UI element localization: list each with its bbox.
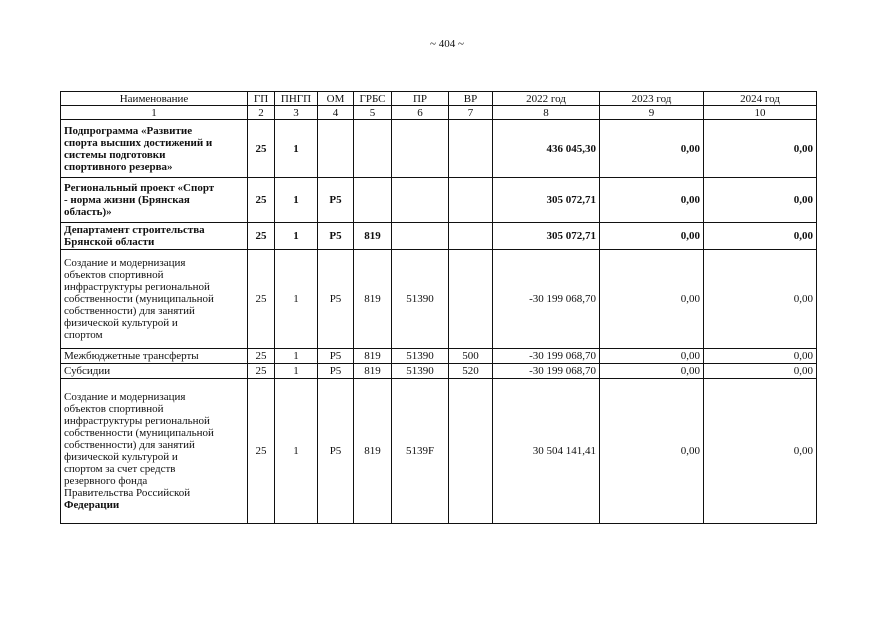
cell-gp: 25: [248, 349, 275, 364]
cell-pngp: 1: [275, 349, 318, 364]
table-row: [61, 120, 817, 178]
cell-om: Р5: [318, 178, 354, 223]
row-name: Департамент строительства Брянской области: [61, 223, 248, 250]
header-2023: 2023 год: [600, 92, 704, 106]
header-2024: 2024 год: [704, 92, 817, 106]
table-row: [61, 349, 817, 364]
header-vr: ВР: [449, 92, 493, 106]
cell-grbs: 819: [354, 379, 392, 524]
cell-om: Р5: [318, 379, 354, 524]
cell-pngp: 1: [275, 223, 318, 250]
header-row: [61, 92, 817, 106]
header-gp: ГП: [248, 92, 275, 106]
cell-pr: [392, 120, 449, 178]
cell-2023: 0,00: [600, 178, 704, 223]
header-om: ОМ: [318, 92, 354, 106]
cell-grbs: [354, 178, 392, 223]
cell-2022: 305 072,71: [493, 178, 600, 223]
row-name: Региональный проект «Спорт - норма жизни (Брянская область)»: [61, 178, 248, 223]
col-number: 5: [354, 106, 392, 120]
cell-2022: -30 199 068,70: [493, 364, 600, 379]
cell-vr: [449, 379, 493, 524]
cell-2024: 0,00: [704, 349, 817, 364]
row-name: Создание и модернизация объектов спортивной инфраструктуры региональной собственности (муниципальной собственности) для занятий физической культурой и спортом за счет средств резервного фонда Правительства Российской Федерации: [61, 379, 248, 524]
cell-2023: 0,00: [600, 349, 704, 364]
header-pr: ПР: [392, 92, 449, 106]
cell-pr: 5139F: [392, 379, 449, 524]
cell-pr: [392, 223, 449, 250]
cell-2022: -30 199 068,70: [493, 250, 600, 349]
cell-grbs: 819: [354, 349, 392, 364]
cell-grbs: [354, 120, 392, 178]
cell-grbs: 819: [354, 223, 392, 250]
header-pngp: ПНГП: [275, 92, 318, 106]
row-name: Межбюджетные трансферты: [61, 349, 248, 364]
cell-om: Р5: [318, 349, 354, 364]
cell-gp: 25: [248, 120, 275, 178]
col-number: 4: [318, 106, 354, 120]
cell-om: [318, 120, 354, 178]
table-row: [61, 379, 817, 524]
table-row: [61, 364, 817, 379]
cell-2023: 0,00: [600, 364, 704, 379]
cell-2023: 0,00: [600, 120, 704, 178]
column-number-row: [61, 106, 817, 120]
cell-2023: 0,00: [600, 223, 704, 250]
cell-2022: 30 504 141,41: [493, 379, 600, 524]
cell-pr: 51390: [392, 364, 449, 379]
cell-gp: 25: [248, 178, 275, 223]
cell-pngp: 1: [275, 364, 318, 379]
col-number: 2: [248, 106, 275, 120]
header-2022: 2022 год: [493, 92, 600, 106]
table-row: [61, 178, 817, 223]
col-number: 1: [61, 106, 248, 120]
cell-pr: 51390: [392, 349, 449, 364]
page-number: ~ 404 ~: [430, 38, 464, 50]
table-row: [61, 250, 817, 349]
cell-pngp: 1: [275, 178, 318, 223]
cell-2022: 436 045,30: [493, 120, 600, 178]
cell-gp: 25: [248, 379, 275, 524]
cell-2023: 0,00: [600, 250, 704, 349]
cell-2022: -30 199 068,70: [493, 349, 600, 364]
col-number: 9: [600, 106, 704, 120]
budget-table: [60, 91, 817, 524]
col-number: 3: [275, 106, 318, 120]
cell-vr: [449, 178, 493, 223]
cell-vr: 520: [449, 364, 493, 379]
cell-2024: 0,00: [704, 120, 817, 178]
cell-2023: 0,00: [600, 379, 704, 524]
row-name: Подпрограмма «Развитие спорта высших достижений и системы подготовки спортивного резерва»: [61, 120, 248, 178]
cell-gp: 25: [248, 364, 275, 379]
cell-gp: 25: [248, 223, 275, 250]
cell-vr: [449, 223, 493, 250]
cell-vr: [449, 120, 493, 178]
cell-om: Р5: [318, 223, 354, 250]
col-number: 6: [392, 106, 449, 120]
header-name: Наименование: [61, 92, 248, 106]
cell-om: Р5: [318, 250, 354, 349]
cell-2024: 0,00: [704, 250, 817, 349]
cell-grbs: 819: [354, 364, 392, 379]
cell-om: Р5: [318, 364, 354, 379]
cell-gp: 25: [248, 250, 275, 349]
row-name: Субсидии: [61, 364, 248, 379]
table-row: [61, 223, 817, 250]
cell-vr: [449, 250, 493, 349]
cell-pr: [392, 178, 449, 223]
cell-pngp: 1: [275, 120, 318, 178]
col-number: 8: [493, 106, 600, 120]
cell-2024: 0,00: [704, 223, 817, 250]
col-number: 10: [704, 106, 817, 120]
header-grbs: ГРБС: [354, 92, 392, 106]
cell-vr: 500: [449, 349, 493, 364]
cell-pr: 51390: [392, 250, 449, 349]
cell-2024: 0,00: [704, 178, 817, 223]
cell-2022: 305 072,71: [493, 223, 600, 250]
cell-pngp: 1: [275, 379, 318, 524]
cell-2024: 0,00: [704, 379, 817, 524]
cell-grbs: 819: [354, 250, 392, 349]
cell-2024: 0,00: [704, 364, 817, 379]
row-name: Создание и модернизация объектов спортивной инфраструктуры региональной собственности (муниципальной собственности) для занятий физической культурой и спортом: [61, 250, 248, 349]
cell-pngp: 1: [275, 250, 318, 349]
col-number: 7: [449, 106, 493, 120]
